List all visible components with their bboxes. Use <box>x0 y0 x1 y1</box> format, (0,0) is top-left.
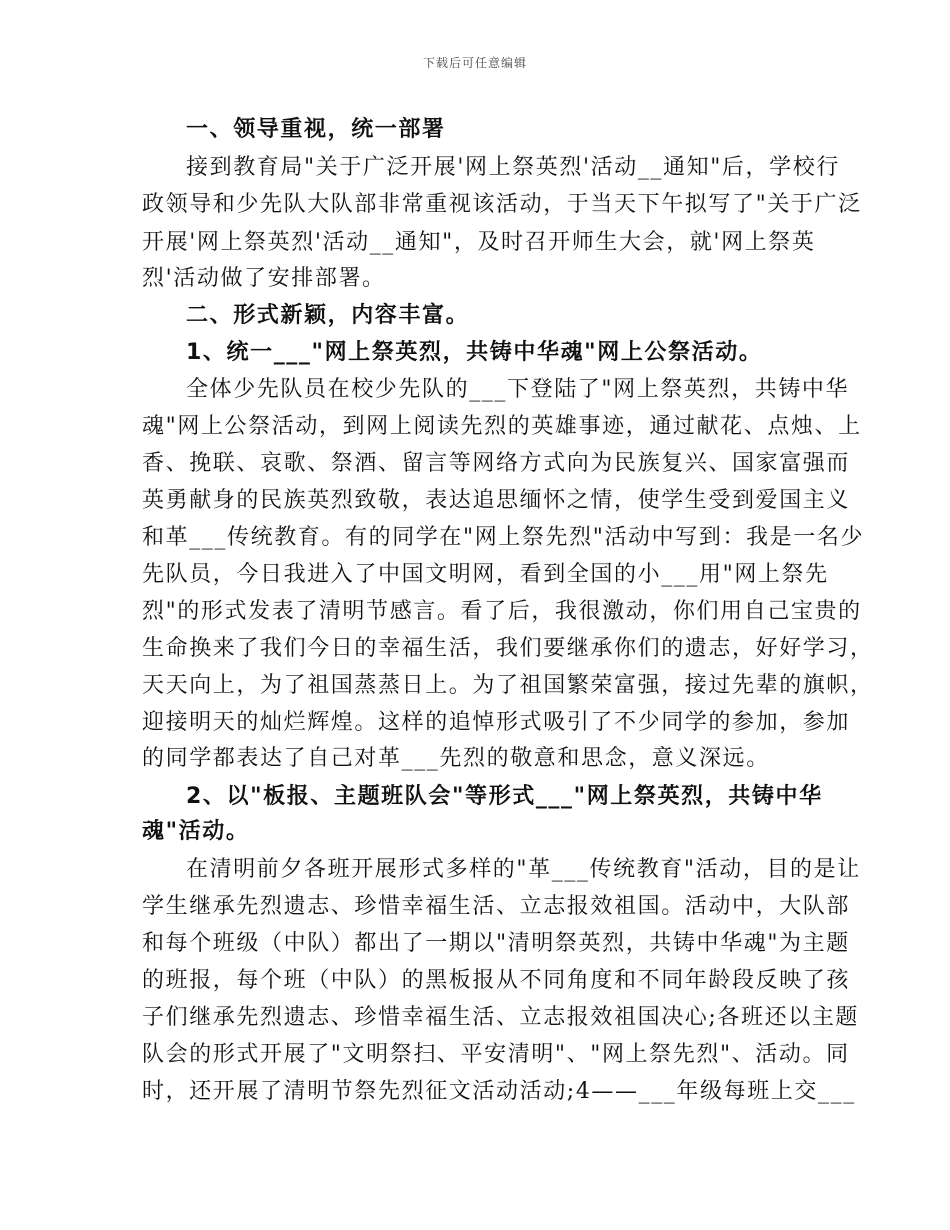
paragraph-line: 时，还开展了清明节祭先烈征文活动活动;4——___年级每班上交___ <box>142 1079 856 1104</box>
paragraph-line: 香、挽联、哀歌、祭酒、留言等网络方式向为民族复兴、国家富强而 <box>142 451 851 476</box>
paragraph-line: 和革___传统教育。有的同学在"网上祭先烈"活动中写到：我是一名少 <box>142 525 865 550</box>
paragraph-line: 烈'活动做了安排部署。 <box>142 266 386 291</box>
paragraph-line: 接到教育局"关于广泛开展'网上祭英烈'活动__通知"后，学校行 <box>186 155 840 180</box>
subsection-heading-2-continued: 魂"活动。 <box>142 819 250 844</box>
paragraph-line: 在清明前夕各班开展形式多样的"革___传统教育"活动，目的是让 <box>186 857 861 882</box>
paragraph-line: 天天向上，为了祖国蒸蒸日上。为了祖国繁荣富强，接过先辈的旗帜， <box>142 673 874 698</box>
paragraph-line: 和每个班级（中队）都出了一期以"清明祭英烈，共铸中华魂"为主题 <box>142 931 850 956</box>
paragraph-line: 生命换来了我们今日的幸福生活，我们要继承你们的遗志，好好学习， <box>142 636 874 661</box>
paragraph-line: 迎接明天的灿烂辉煌。这样的追悼形式吸引了不少同学的参加，参加 <box>142 710 851 735</box>
paragraph-line: 的班报，每个班（中队）的黑板报从不同角度和不同年龄段反映了孩 <box>142 968 851 993</box>
paragraph-line: 英勇献身的民族英烈致敬，表达追思缅怀之情，使学生受到爱国主义 <box>142 488 851 513</box>
paragraph-line: 全体少先队员在校少先队的___下登陆了"网上祭英烈，共铸中华 <box>186 377 850 402</box>
subsection-heading-1: 1、统一___"网上祭英烈，共铸中华魂"网上公祭活动。 <box>186 340 763 365</box>
paragraph-line: 开展'网上祭英烈'活动__通知"，及时召开师生大会，就'网上祭英 <box>142 230 816 255</box>
paragraph-line: 先队员，今日我进入了中国文明网，看到全国的小___用"网上祭先 <box>142 562 829 587</box>
paragraph-line: 队会的形式开展了"文明祭扫、平安清明"、"网上祭先烈"、活动。同 <box>142 1042 850 1067</box>
paragraph-line: 魂"网上公祭活动，到网上阅读先烈的英雄事迹，通过献花、点烛、上 <box>142 414 862 439</box>
paragraph-line: 学生继承先烈遗志、珍惜幸福生活、立志报效祖国。活动中，大队部 <box>142 894 851 919</box>
subsection-heading-2: 2、以"板报、主题班队会"等形式___"网上祭英烈，共铸中华 <box>186 784 823 809</box>
section-heading-2: 二、形式新颖，内容丰富。 <box>186 303 470 328</box>
page-header: 下载后可任意编辑 <box>422 56 527 70</box>
paragraph-line: 子们继承先烈遗志、珍惜幸福生活、立志报效祖国决心;各班还以主题 <box>142 1005 860 1030</box>
section-heading-1: 一、领导重视，统一部署 <box>186 117 446 142</box>
paragraph-line: 的同学都表达了自己对革___先烈的敬意和思念，意义深远。 <box>142 746 770 771</box>
paragraph-line: 烈"的形式发表了清明节感言。看了后，我很激动，你们用自己宝贵的 <box>142 599 862 624</box>
paragraph-line: 政领导和少先队大队部非常重视该活动，于当天下午拟写了"关于广泛 <box>142 192 862 217</box>
